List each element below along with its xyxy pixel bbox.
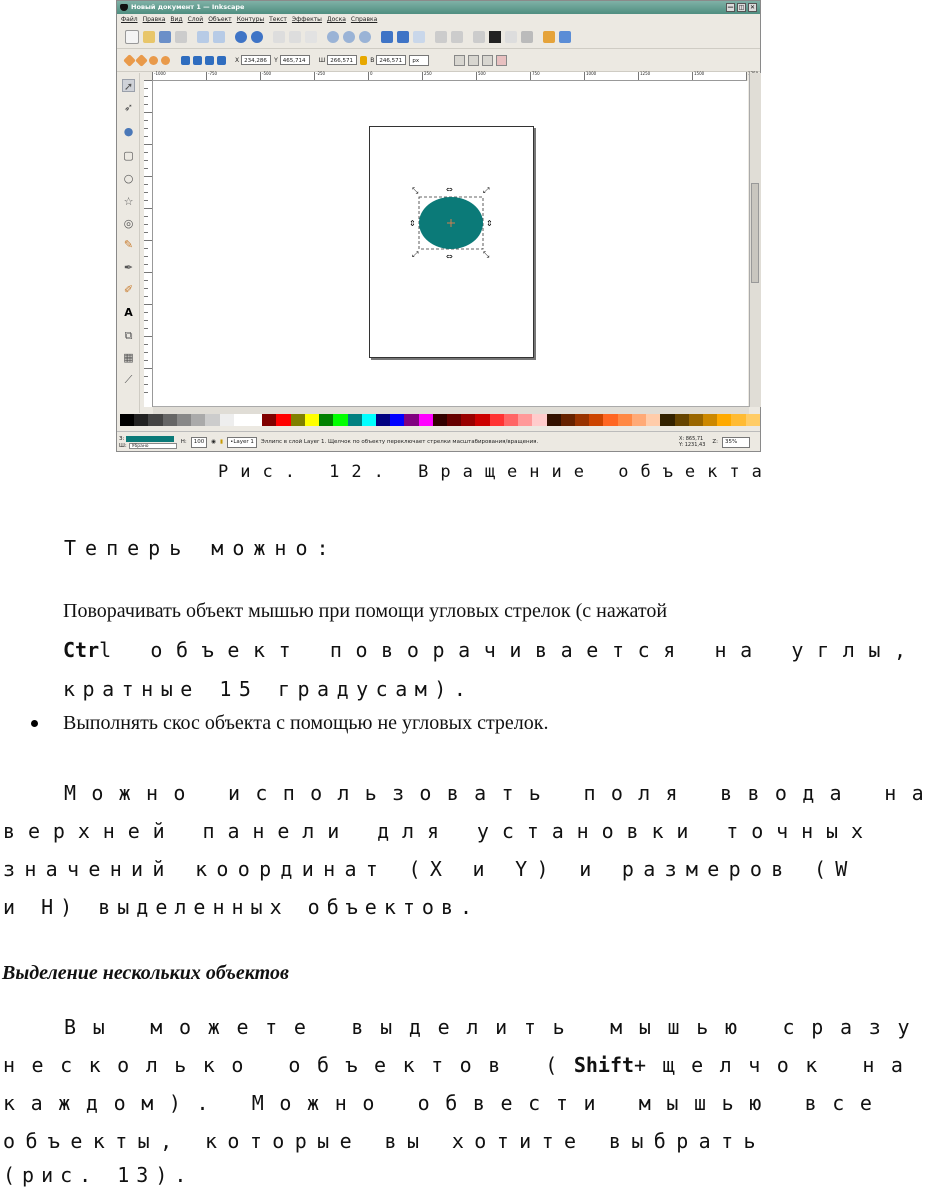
skew-handle-icon[interactable]: ⇔ bbox=[446, 185, 453, 194]
scale-stroke-icon[interactable] bbox=[454, 55, 465, 66]
bullet-1-line-2 bbox=[63, 638, 920, 662]
minimize-button[interactable]: — bbox=[727, 4, 734, 11]
import-icon[interactable] bbox=[197, 31, 209, 43]
export-icon[interactable] bbox=[213, 31, 225, 43]
raise-to-top-icon[interactable] bbox=[217, 56, 226, 65]
menu-layer[interactable]: Слой bbox=[187, 16, 204, 23]
color-swatch[interactable] bbox=[461, 414, 475, 426]
zoom-field[interactable]: 35% bbox=[722, 437, 750, 448]
ruler-label: 500 bbox=[478, 71, 486, 76]
color-swatch[interactable] bbox=[660, 414, 674, 426]
color-swatch[interactable] bbox=[717, 414, 731, 426]
paragraph-2-line-4: и H) выделенных объектов. bbox=[3, 895, 480, 919]
duplicate-icon[interactable] bbox=[381, 31, 393, 43]
y-label: Y bbox=[274, 56, 278, 64]
bullet-2: Выполнять скос объекта с помощью не угловых стрелок. bbox=[63, 712, 549, 734]
inkscape-logo-icon bbox=[120, 4, 128, 11]
width-label: Ш bbox=[318, 56, 326, 64]
menu-whiteboard[interactable]: Доска bbox=[326, 16, 346, 23]
ruler-label: 750 bbox=[532, 71, 540, 76]
color-swatch[interactable] bbox=[675, 414, 689, 426]
menu-view[interactable]: Вид bbox=[170, 16, 183, 23]
color-swatch[interactable] bbox=[390, 414, 404, 426]
color-swatch[interactable] bbox=[120, 414, 134, 426]
dropper-tool-icon[interactable]: ⟋ bbox=[124, 373, 133, 386]
vertical-scrollbar[interactable] bbox=[749, 73, 761, 407]
color-swatch[interactable] bbox=[703, 414, 717, 426]
text-font-icon[interactable] bbox=[489, 31, 501, 43]
color-swatch[interactable] bbox=[205, 414, 219, 426]
color-swatch[interactable] bbox=[191, 414, 205, 426]
bullet-1-line-2-rest: l объект поворачивается на углы, bbox=[99, 638, 920, 662]
paragraph-2-line-2: верхней панели для установки точных bbox=[3, 819, 876, 843]
select-tool-controls bbox=[117, 49, 760, 72]
menu-file[interactable]: Файл bbox=[121, 16, 138, 23]
transform-gradients-icon[interactable] bbox=[482, 55, 493, 66]
open-icon[interactable] bbox=[143, 31, 155, 43]
bullet-icon bbox=[31, 720, 38, 727]
unlink-clone-icon[interactable] bbox=[413, 31, 425, 43]
raise-icon[interactable] bbox=[205, 56, 214, 65]
ruler-label: -250 bbox=[316, 71, 326, 76]
rectangle-tool-icon[interactable]: ▢ bbox=[123, 149, 134, 162]
shift-key-text: Shift bbox=[573, 1053, 635, 1077]
color-swatch[interactable] bbox=[319, 414, 333, 426]
document-properties-icon[interactable] bbox=[559, 31, 571, 43]
color-swatch[interactable] bbox=[148, 414, 162, 426]
cursor-x: X: 865,71 bbox=[679, 436, 704, 442]
color-swatch[interactable] bbox=[689, 414, 703, 426]
commands-toolbar bbox=[117, 26, 760, 49]
color-swatch[interactable] bbox=[731, 414, 745, 426]
ungroup-icon[interactable] bbox=[451, 31, 463, 43]
calligraphy-tool-icon[interactable]: ✐ bbox=[123, 283, 134, 296]
color-swatch[interactable] bbox=[291, 414, 305, 426]
bullet-1-line-3: кратные 15 градусам). bbox=[63, 677, 474, 701]
xml-editor-icon[interactable] bbox=[505, 31, 517, 43]
inkscape-screenshot bbox=[116, 0, 761, 452]
color-swatch[interactable] bbox=[532, 414, 546, 426]
menu-bar bbox=[117, 14, 760, 25]
redo-icon[interactable] bbox=[251, 31, 263, 43]
ruler-label: 1000 bbox=[586, 71, 597, 76]
align-icon[interactable] bbox=[521, 31, 533, 43]
selector-tool-icon[interactable]: ➚ bbox=[123, 80, 134, 93]
color-swatch[interactable] bbox=[447, 414, 461, 426]
color-swatch[interactable] bbox=[433, 414, 447, 426]
paragraph-2-line-3: значений координат (X и Y) и размеров (W bbox=[3, 857, 857, 881]
color-swatch[interactable] bbox=[589, 414, 603, 426]
flip-horizontal-icon[interactable] bbox=[149, 56, 158, 65]
zoom-page-icon[interactable] bbox=[359, 31, 371, 43]
transform-patterns-icon[interactable] bbox=[496, 55, 507, 66]
rotate-handle-icon[interactable]: ⤡ bbox=[483, 250, 490, 259]
group-icon[interactable] bbox=[435, 31, 447, 43]
print-icon[interactable] bbox=[175, 31, 187, 43]
color-swatch[interactable] bbox=[475, 414, 489, 426]
color-palette bbox=[117, 414, 760, 426]
ruler-label: 1500 bbox=[694, 71, 705, 76]
lower-to-bottom-icon[interactable] bbox=[181, 56, 190, 65]
x-field[interactable]: 234,286 bbox=[241, 55, 271, 65]
color-swatch[interactable] bbox=[603, 414, 617, 426]
color-swatch[interactable] bbox=[547, 414, 561, 426]
color-swatch[interactable] bbox=[177, 414, 191, 426]
zoom-drawing-icon[interactable] bbox=[343, 31, 355, 43]
pencil-tool-icon[interactable]: ✎ bbox=[123, 238, 134, 251]
rotate-handle-icon[interactable]: ⤢ bbox=[483, 186, 490, 195]
zoom-selection-icon[interactable] bbox=[327, 31, 339, 43]
opacity-label: Н: bbox=[180, 439, 187, 445]
star-tool-icon[interactable]: ☆ bbox=[123, 195, 134, 208]
new-document-icon[interactable] bbox=[125, 30, 139, 44]
lock-layer-icon[interactable]: ▮ bbox=[220, 439, 224, 445]
paragraph-3-line-4: объекты, которые вы хотите выбрать bbox=[3, 1129, 766, 1153]
color-swatch[interactable] bbox=[419, 414, 433, 426]
layer-select[interactable]: •Layer 1 bbox=[227, 437, 257, 448]
node-tool-icon[interactable]: ➶ bbox=[123, 101, 134, 114]
ruler-label: 0 bbox=[370, 71, 373, 76]
color-swatch[interactable] bbox=[163, 414, 177, 426]
undo-icon[interactable] bbox=[235, 31, 247, 43]
preferences-icon[interactable] bbox=[543, 31, 555, 43]
cursor-y: Y: 1231,43 bbox=[679, 442, 706, 448]
section-heading: Выделение нескольких объектов bbox=[2, 962, 289, 984]
menu-help[interactable]: Справка bbox=[350, 16, 378, 23]
fill-label: З: bbox=[119, 435, 125, 442]
color-swatch[interactable] bbox=[305, 414, 319, 426]
height-field[interactable]: 246,571 bbox=[376, 55, 406, 65]
text-tool-icon[interactable]: A bbox=[124, 306, 133, 319]
skew-handle-icon[interactable]: ⇔ bbox=[446, 252, 453, 261]
zoom-tool-icon[interactable]: ● bbox=[123, 125, 134, 138]
color-swatch[interactable] bbox=[404, 414, 418, 426]
paste-icon[interactable] bbox=[305, 31, 317, 43]
color-swatch[interactable] bbox=[234, 414, 248, 426]
color-swatch[interactable] bbox=[134, 414, 148, 426]
color-swatch[interactable] bbox=[575, 414, 589, 426]
ruler-label: -1000 bbox=[154, 71, 166, 76]
menu-effects[interactable]: Эффекты bbox=[291, 16, 322, 23]
color-swatch[interactable] bbox=[518, 414, 532, 426]
color-swatch[interactable] bbox=[276, 414, 290, 426]
ctrl-key-text: Ctr bbox=[63, 638, 100, 662]
toolbox bbox=[117, 73, 140, 413]
status-message: Эллипс в слой Layer 1. Щелчок по объекту переключает стрелки масштабирования/вращения. bbox=[260, 439, 539, 445]
skew-handle-icon[interactable]: ⇕ bbox=[486, 219, 493, 228]
visibility-icon[interactable]: ◉ bbox=[211, 439, 217, 445]
paragraph-3-line-1: Вы можете выделить мышью сразу bbox=[64, 1015, 927, 1039]
paragraph-3-line-3: каждом). Можно обвести мышью все bbox=[3, 1091, 888, 1115]
copy-icon[interactable] bbox=[273, 31, 285, 43]
lower-icon[interactable] bbox=[193, 56, 202, 65]
flip-vertical-icon[interactable] bbox=[161, 56, 170, 65]
color-swatch[interactable] bbox=[362, 414, 376, 426]
color-swatch[interactable] bbox=[220, 414, 234, 426]
menu-object[interactable]: Объект bbox=[208, 16, 232, 23]
ruler-label: 1250 bbox=[640, 71, 651, 76]
color-swatch[interactable] bbox=[646, 414, 660, 426]
color-swatch[interactable] bbox=[618, 414, 632, 426]
color-swatch[interactable] bbox=[376, 414, 390, 426]
unit-select[interactable]: px bbox=[409, 55, 429, 66]
ruler-label: -500 bbox=[262, 71, 272, 76]
rotate-handle-icon[interactable]: ⤡ bbox=[412, 186, 419, 195]
color-swatch[interactable] bbox=[333, 414, 347, 426]
paragraph-3-line-2 bbox=[3, 1053, 919, 1077]
scroll-thumb[interactable] bbox=[751, 183, 759, 283]
color-swatch[interactable] bbox=[490, 414, 504, 426]
scale-corners-icon[interactable] bbox=[468, 55, 479, 66]
rotate-cw-icon[interactable] bbox=[135, 54, 148, 67]
window-titlebar bbox=[117, 1, 760, 14]
pen-tool-icon[interactable]: ✒ bbox=[123, 261, 134, 274]
spiral-tool-icon[interactable]: ◎ bbox=[123, 217, 134, 230]
close-button[interactable]: ✕ bbox=[749, 4, 756, 11]
paragraph-2-line-1: Можно использовать поля ввода на bbox=[64, 781, 939, 805]
rotate-ccw-icon[interactable] bbox=[123, 54, 136, 67]
color-swatch[interactable] bbox=[632, 414, 646, 426]
paragraph-3-line-2b: +щелчок на bbox=[634, 1053, 920, 1077]
rotate-handle-icon[interactable]: ⤢ bbox=[412, 250, 419, 259]
x-label: X bbox=[235, 56, 240, 64]
drawing-canvas[interactable] bbox=[153, 81, 748, 407]
save-icon[interactable] bbox=[159, 31, 171, 43]
ruler-label: 250 bbox=[424, 71, 432, 76]
vertical-ruler bbox=[144, 80, 153, 407]
status-bar bbox=[117, 431, 760, 452]
color-swatch[interactable] bbox=[561, 414, 575, 426]
fill-indicator[interactable] bbox=[126, 436, 174, 442]
figure-caption: Рис. 12. Вращение объекта bbox=[218, 462, 774, 482]
paragraph-3-line-5: (рис. 13). bbox=[3, 1163, 194, 1187]
skew-handle-icon[interactable]: ⇕ bbox=[409, 219, 416, 228]
y-field[interactable]: 465,714 bbox=[280, 55, 310, 65]
stroke-indicator[interactable]: Убрано bbox=[129, 443, 177, 449]
stroke-label: Ш: bbox=[119, 442, 127, 449]
window-title: Новый документ 1 — Inkscape bbox=[131, 3, 245, 11]
color-swatch[interactable] bbox=[248, 414, 262, 426]
clone-icon[interactable] bbox=[397, 31, 409, 43]
maximize-button[interactable]: ◫ bbox=[738, 4, 745, 11]
menu-path[interactable]: Контуры bbox=[236, 16, 265, 23]
color-swatch[interactable] bbox=[746, 414, 760, 426]
gradient-tool-icon[interactable]: ▦ bbox=[123, 351, 134, 364]
height-label: В bbox=[370, 56, 375, 64]
width-field[interactable]: 266,571 bbox=[327, 55, 357, 65]
bullet-1-line-1: Поворачивать объект мышью при помощи угловых стрелок (с нажатой bbox=[63, 600, 668, 622]
horizontal-ruler bbox=[152, 72, 747, 81]
menu-text[interactable]: Текст bbox=[269, 16, 287, 23]
menu-edit[interactable]: Правка bbox=[142, 16, 166, 23]
fill-stroke-icon[interactable] bbox=[473, 31, 485, 43]
ellipse-tool-icon[interactable]: ○ bbox=[123, 172, 134, 185]
lock-icon[interactable] bbox=[360, 56, 367, 65]
color-swatch[interactable] bbox=[348, 414, 362, 426]
selection-layer bbox=[153, 81, 748, 407]
color-swatch[interactable] bbox=[504, 414, 518, 426]
paragraph-3-line-2a: несколько объектов ( bbox=[3, 1053, 574, 1077]
color-swatch[interactable] bbox=[262, 414, 276, 426]
opacity-field[interactable]: 100 bbox=[191, 437, 208, 448]
connector-tool-icon[interactable]: ⧉ bbox=[124, 329, 133, 342]
paragraph-intro: Теперь можно: bbox=[64, 536, 338, 560]
cut-icon[interactable] bbox=[289, 31, 301, 43]
zoom-label: Z: bbox=[712, 439, 718, 445]
ruler-label: -750 bbox=[208, 71, 218, 76]
